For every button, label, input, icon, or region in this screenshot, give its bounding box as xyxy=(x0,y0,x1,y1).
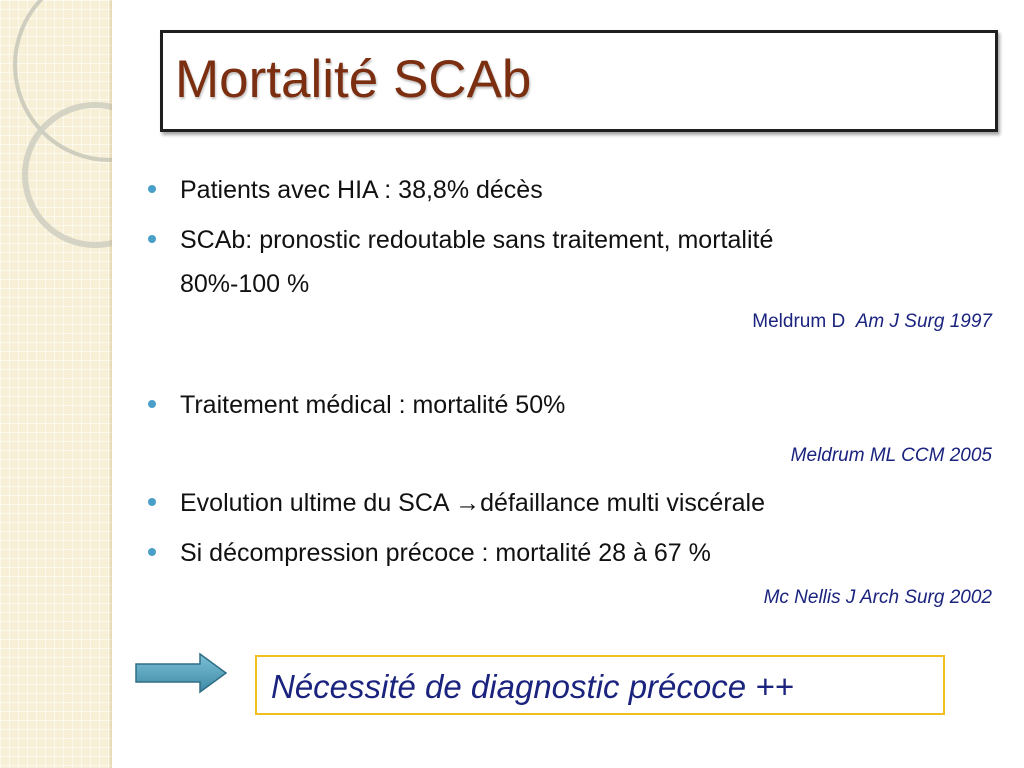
reference-citation xyxy=(791,445,992,467)
reference-text: Meldrum ML CCM 2005 xyxy=(790,445,992,466)
reference-author: Meldrum D xyxy=(752,311,846,332)
bullet-text xyxy=(180,486,765,520)
reference-journal: Am J Surg 1997 xyxy=(855,311,992,332)
decorative-rings xyxy=(0,0,112,768)
title-box xyxy=(160,30,998,132)
bullet-dot-icon xyxy=(148,185,156,193)
bullet-text: SCAb: pronostic redoutable sans traitement, mortalité xyxy=(180,226,774,254)
conclusion-text: Nécessité de diagnostic précoce ++ xyxy=(271,668,794,705)
bullet-text-start: Evolution ultime du SCA xyxy=(180,489,456,517)
bullet-text: Patients avec HIA : 38,8% décès xyxy=(180,176,543,204)
reference-citation xyxy=(764,587,992,609)
reference-citation xyxy=(752,311,992,333)
bullet-text: Traitement médical : mortalité 50% xyxy=(180,391,566,419)
bullet-text-continuation: 80%-100 % xyxy=(180,270,310,298)
slide-title: Mortalité SCAb xyxy=(175,50,532,109)
bullet-dot-icon xyxy=(148,235,156,243)
conclusion-box xyxy=(255,655,945,715)
reference-text: Mc Nellis J Arch Surg 2002 xyxy=(763,587,992,608)
bullet-dot-icon xyxy=(148,400,156,408)
right-arrow-icon: → xyxy=(455,489,481,517)
bullet-dot-icon xyxy=(148,498,156,506)
bullet-text-end: défaillance multi viscérale xyxy=(480,489,766,517)
decorative-side-band xyxy=(0,0,112,768)
bullet-dot-icon xyxy=(148,548,156,556)
bullet-text: Si décompression précoce : mortalité 28 à 67 % xyxy=(180,539,711,567)
right-arrow-icon xyxy=(134,652,230,694)
